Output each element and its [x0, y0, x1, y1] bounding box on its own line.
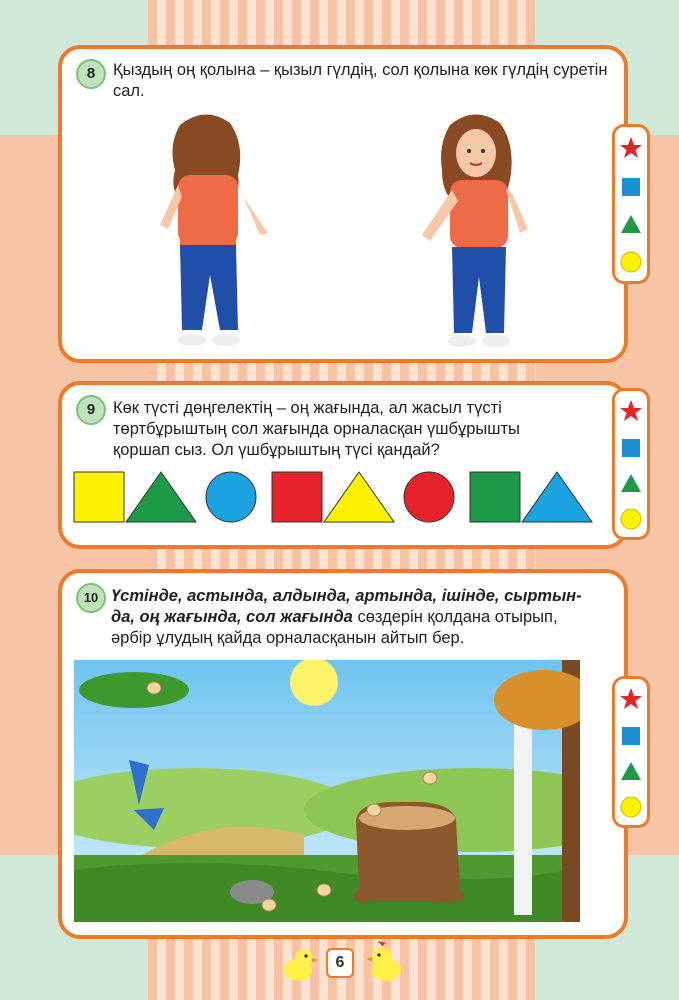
triangle-icon — [620, 761, 642, 781]
circle-icon — [620, 796, 642, 818]
task-10-bold-2: да, оң жағында, сол жағында — [111, 608, 353, 626]
circle-shape-6[interactable] — [404, 472, 454, 522]
square-shape-1[interactable] — [74, 472, 124, 522]
task-text-8: Қыздың оң қолына – қызыл гүлдің, сол қолына көк гүлдің суретін сал. — [113, 61, 608, 100]
shape-key-tab-10 — [612, 676, 650, 828]
task-text-10 — [111, 586, 616, 649]
circle-shape-3[interactable] — [206, 472, 256, 522]
page-number: 6 — [326, 948, 354, 978]
task-10-rest-2: сөздерін қолдана отырып, — [352, 608, 558, 626]
task-9-line-1: Көк түсті дөңгелектің – оң жағында, ал жасыл түсті — [113, 399, 502, 417]
square-shape-4[interactable] — [272, 472, 322, 522]
square-icon — [621, 177, 641, 197]
star-icon — [619, 136, 643, 160]
star-icon — [619, 687, 643, 711]
square-icon — [621, 726, 641, 746]
girl-front-illustration — [412, 105, 542, 350]
shapes-row — [70, 470, 600, 526]
task-10-bold-1: Үстінде, астында, алдында, артында, ішінде, сыртын- — [111, 587, 582, 605]
forest-scene-illustration — [74, 660, 580, 922]
task-number-8: 8 — [76, 59, 106, 89]
star-icon — [619, 399, 643, 423]
triangle-shape-8[interactable] — [522, 472, 592, 522]
circle-icon — [620, 508, 642, 530]
chick-left-icon — [278, 944, 318, 984]
triangle-icon — [620, 214, 642, 234]
task-9-line-3: қоршап сыз. Ол үшбұрыштың түсі қандай? — [113, 441, 440, 459]
square-icon — [621, 438, 641, 458]
shape-key-tab-8 — [612, 124, 650, 284]
square-shape-7[interactable] — [470, 472, 520, 522]
task-9-line-2: төртбұрыштың сол жағында орналасқан үшбұрышты — [113, 420, 520, 438]
shape-key-tab-9 — [612, 388, 650, 540]
task-text-9 — [113, 398, 613, 461]
triangle-shape-5[interactable] — [324, 472, 394, 522]
girl-back-illustration — [150, 105, 280, 350]
triangle-icon — [620, 473, 642, 493]
chick-right-icon — [364, 940, 408, 984]
task-10-line-3: әрбір ұлудың қайда орналасқанын айтып бер. — [111, 629, 465, 647]
circle-icon — [620, 251, 642, 273]
task-number-10: 10 — [76, 583, 106, 613]
triangle-shape-2[interactable] — [126, 472, 196, 522]
task-number-9: 9 — [76, 395, 106, 425]
